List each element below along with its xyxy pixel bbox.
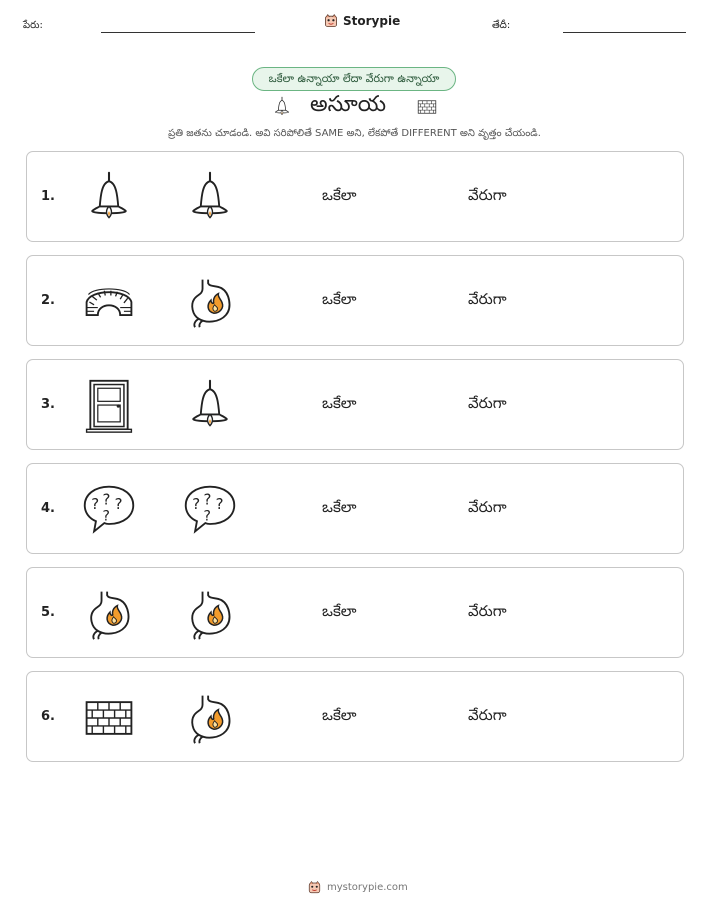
question-number: 4.: [41, 501, 55, 516]
question-number: 6.: [41, 709, 55, 724]
bell-icon: [182, 170, 238, 226]
date-label: తేదీ:: [492, 20, 511, 31]
brand-logo: [323, 13, 400, 29]
same-option[interactable]: ఒకేలా: [322, 706, 357, 724]
stomach-fire-icon: [182, 690, 238, 746]
brick-wall-icon: [413, 96, 441, 118]
question-number: 3.: [41, 397, 55, 412]
door-icon: [81, 378, 137, 434]
different-option[interactable]: వేరుగా: [468, 706, 507, 724]
same-option[interactable]: ఒకేలా: [322, 602, 357, 620]
footer: [307, 880, 408, 895]
bridge-icon: [81, 274, 137, 330]
different-option[interactable]: వేరుగా: [468, 498, 507, 516]
stomach-fire-icon: [182, 274, 238, 330]
question-card: [26, 463, 684, 554]
question-card: [26, 567, 684, 658]
same-option[interactable]: ఒకేలా: [322, 394, 357, 412]
instructions: ప్రతి జతను చూడండి. అవి సరిపోలితే SAME అని, లేకపోతే DIFFERENT అని వృత్తం చేయండి.: [168, 128, 541, 139]
question-number: 2.: [41, 293, 55, 308]
question-card: [26, 359, 684, 450]
worksheet-tag: ఒకేలా ఉన్నాయా లేదా వేరుగా ఉన్నాయా: [252, 67, 456, 91]
question-card: [26, 255, 684, 346]
same-option[interactable]: ఒకేలా: [322, 498, 357, 516]
name-write-line[interactable]: [101, 32, 255, 33]
brand-name: Storypie: [343, 14, 401, 28]
storypie-mascot-icon: [307, 880, 322, 895]
different-option[interactable]: వేరుగా: [468, 602, 507, 620]
brick-wall-icon: [81, 690, 137, 746]
storypie-mascot-icon: [323, 13, 339, 29]
bell-icon: [81, 170, 137, 226]
name-label: పేరు:: [23, 20, 43, 31]
bell-icon: [182, 378, 238, 434]
question-card: [26, 151, 684, 242]
different-option[interactable]: వేరుగా: [468, 186, 507, 204]
question-number: 1.: [41, 189, 55, 204]
question-card: [26, 671, 684, 762]
worksheet-title: అసూయ: [310, 92, 387, 117]
title-row: [0, 92, 709, 122]
footer-url[interactable]: mystorypie.com: [327, 882, 408, 893]
same-option[interactable]: ఒకేలా: [322, 186, 357, 204]
bell-icon: [271, 94, 293, 120]
question-bubble-icon: [182, 482, 238, 538]
date-write-line[interactable]: [563, 32, 686, 33]
question-number: 5.: [41, 605, 55, 620]
different-option[interactable]: వేరుగా: [468, 394, 507, 412]
stomach-fire-icon: [182, 586, 238, 642]
stomach-fire-icon: [81, 586, 137, 642]
different-option[interactable]: వేరుగా: [468, 290, 507, 308]
question-bubble-icon: [81, 482, 137, 538]
same-option[interactable]: ఒకేలా: [322, 290, 357, 308]
